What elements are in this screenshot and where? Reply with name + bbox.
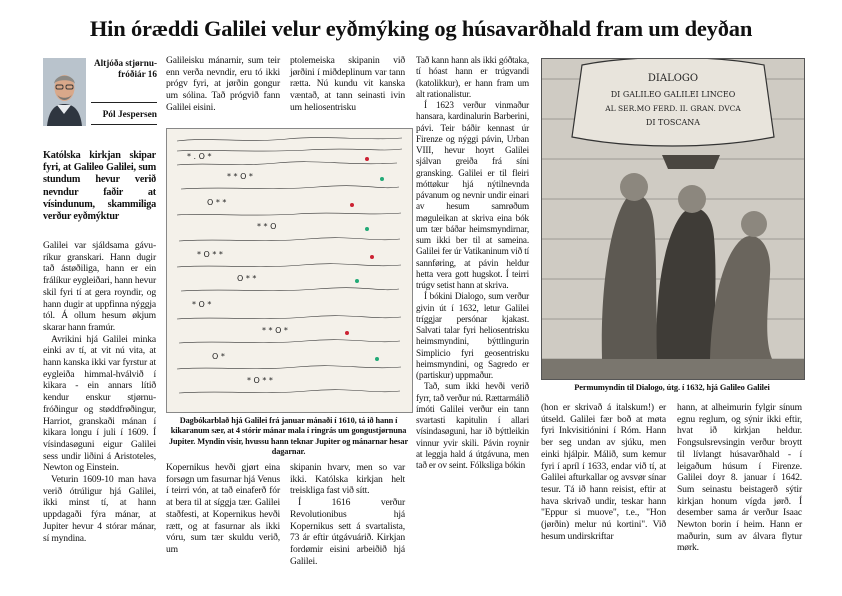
paragraph: (hon er skrivað á italskum!) er útseld. Galilei fær boð at møta fyri Inkvisitiónini í Róm. Hann ber seg undan av sjúku, men einki hjálpir. Málið, sum kemur fyri í apríl í 1633, endar við tí, at Galilei afturkallar og avsvør sínar tesur. Tá ið hann reisist, eftir at hava skrivað undir, teskar hann "Eppur si muove", t.e., "Hon (jørðin) melur nú kortini". Við hesum undirskriftar: [541, 402, 666, 542]
paragraph: Avrikini hjá Galilei minka einki av tí, at vit nú vita, at hann kanska ikki var fyrstur at eygleiða himmal-hválvið í kikara - ein annars lítið kendur enskur stjørnu-fróðingur og støddfrøðingur, Harriot, granskaði mánan í kikara longu í juli í 1609. Í vísindasøguni eigur Galilei sess undir liðini á Aristoteles, Newton og Einstein.: [43, 333, 156, 474]
svg-text:O * *: O * *: [237, 274, 257, 283]
column-series: Altjóða stjørnu-fróðiár 16: [93, 58, 157, 79]
svg-text:DI GALILEO GALILEI LINCEO: DI GALILEO GALILEI LINCEO: [610, 90, 736, 99]
svg-text:* . O *: * . O *: [187, 152, 212, 161]
lead-text: Katólska kirkjan skipar fyri, at Galileo Galilei, sum stundum hevur verið nevndur faðir at vísindunum, skammiliga verður eyðmýktur: [43, 150, 156, 223]
svg-text:* O * *: * O * *: [197, 250, 223, 259]
manuscript-image: [166, 128, 413, 413]
column-3-bottom: [290, 462, 405, 567]
column-1: [43, 240, 156, 544]
column-4: [416, 55, 529, 471]
dialogo-frontispiece: [541, 58, 805, 380]
column-3-top: [290, 55, 405, 114]
svg-text:O *: O *: [212, 352, 225, 361]
paragraph: ptolemeiska skipanin við jørðini í miðdeplinum var tann rætta. Nú kundu vit kanska væntað, at tann seinasti ivin um heliosentrisku: [290, 55, 405, 113]
column-6: [677, 402, 802, 554]
svg-text:* * O: * * O: [257, 222, 277, 231]
paragraph: Tað kann hann als ikki góðtaka, tí hóast hann er trúgvandi (katolikkur), er hann fram um alt rationalistur.: [416, 55, 529, 99]
svg-text:DI TOSCANA: DI TOSCANA: [645, 118, 701, 127]
svg-text:* * O *: * * O *: [227, 172, 253, 181]
paragraph: Tað, sum ikki hevði verið fyrr, tað verður nú. Rættarmálið ímóti Galilei verður ein tann svartasti kapitulin í allari vísindasøguni, har ið býttleikin vinnur yvir skili. Pávin roynir at leggja hald á útgávuna, men tað er ov seint. Fólksliga bókin: [416, 381, 529, 470]
author-photo-icon: [43, 58, 86, 126]
paragraph: hann, at alheimurin fylgir sínum egnu reglum, og sýnir ikki eftir, hvat ið kirkjan heldur. Fongsulsrevsingin verður broytt til lívlangt húsavarðhald - í leigaðum húsum í Firenze. Galilei doyr 8. januar í 1642. Sum seinastu beistagerð sýtir kirkjan honum vígda jørð. Í desember sama ár verður Isaac Newton borin í heim. Hann er maðurin, sum av álvara flytur mørk.: [677, 402, 802, 554]
svg-text:* O *: * O *: [192, 300, 212, 309]
paragraph: Galileisku mánarnir, sum teir enn verða nevndir, eru tó ikki prógv fyri, at jørðin gongur um sólina. Tað prógvið fann Galilei eisini.: [166, 55, 280, 113]
headline: Hin óræddi Galilei velur eyðmýking og húsavarðhald fram um deyðan: [89, 16, 753, 41]
paragraph: Veturin 1609-10 man hava verið ótrúligur hjá Galilei, ikki minst tí, at hann uppdagaði fýra mánar, at Jupiter hevur 4 stórar mánar, sí myndina.: [43, 474, 156, 544]
svg-text:DIALOGO: DIALOGO: [647, 73, 699, 84]
manuscript-drawing-icon: [167, 129, 412, 412]
paragraph: Í 1616 verður Revolutionibus hjá Kopernikus sett á svartalista, 73 ár eftir útgávuárið. Kirkjan fordømir eisini arbeiðið hjá Galilei.: [290, 497, 405, 567]
svg-text:O * *: O * *: [207, 198, 227, 207]
paragraph: Kopernikus hevði gjørt eina forsøgn um fasurnar hjá Venus í teirri vón, at tað einaferð fór at bera til at síggja tær. Galilei staðfesti, at Kopernikus hevði rætt, og at fasurnar als ikki vóru, sum tær skuldu verið, um: [166, 462, 280, 555]
paragraph: Í 1623 verður vinmaður hansara, kardinalurin Barberini, pávi. Teir báðir kennast úr Firenze og nýggi pávin, Urban VIII, hevur hoyrt Galilei sjálvan greiða frá síni gransking. Galilei er til fleiri móttøkur hjá nýtilnevnda pávanum og nevnir undir einari av hesum samrøðum møguleikan at skriva eina bók um tær báðar heimsmyndirnar, sum ikki ber til at sameina. Galilei fer úr Vatikaninum við tí sannføring, at pávin heldur hetta vera gott hugskot. Í teirri trúgv setist hann at skriva.: [416, 100, 530, 290]
paragraph: Galilei var sjáldsama gávu-ríkur granskari. Hann dugir tað ástøðiliga, hann er ein frálíkur eygleiðari, hann hevur skil fyri tí at gera royndir, og hann dugir at uppfinna nýggja tól. Á ollum hesum økjum skarar hann framúr.: [43, 240, 156, 333]
svg-text:* * O *: * * O *: [262, 326, 288, 335]
column-5: [541, 402, 666, 542]
paragraph: Í bókini Dialogo, sum verður givin út í 1632, letur Galilei tríggjar persónar kjakast. Salvati talar fyri heliosentrisku heimsmyndini, býttlingurin Simplicio fyri geosentrisku heimsmyndini, og Sagredo er (partiskur) uppmaður.: [416, 291, 529, 380]
manuscript-caption: Dagbókarblað hjá Galilei frá januar mánaði í 1610, tá ið hann í kikaranum sær, at 4 stórir mánar mala í ringrás um gongustjørnuna Jupiter. Myndin vísir, hvussu hann teknar Jupiter og mánarnar hesar dagarnar.: [168, 416, 409, 456]
column-2-bottom: [166, 462, 280, 556]
frontispiece-engraving-icon: [542, 59, 804, 379]
svg-text:* O * *: * O * *: [247, 376, 273, 385]
column-2-top: [166, 55, 280, 114]
paragraph: skipanin hvarv, men so var ikki. Katólska kirkjan helt treiskliga fast við sítt.: [290, 462, 405, 497]
author-divider: [91, 124, 157, 125]
engraving-caption: Permumyndin til Dialogo, útg. í 1632, hjá Galileo Galilei: [574, 383, 770, 392]
author-portrait: [43, 58, 86, 126]
svg-text:AL SER.MO FERD. II. GRAN. DVCA: AL SER.MO FERD. II. GRAN. DVCA: [605, 104, 741, 113]
byline-divider: [91, 102, 157, 103]
author-name: Pól Jespersen: [102, 110, 157, 120]
